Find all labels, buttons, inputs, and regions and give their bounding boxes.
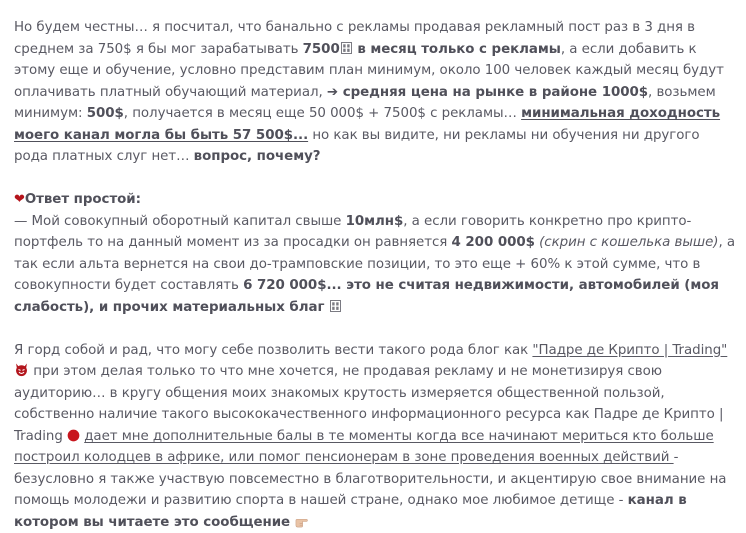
paragraph-simple-answer	[14, 189, 736, 318]
italic-screenshot-note: (скрин с кошелька выше)	[539, 235, 718, 250]
text-segment: Но будем честны… я посчитал, что банально с рекламы продавая рекламный пост раз в 3 дня в среднем за 750$ я бы мог зарабатывать	[14, 20, 695, 57]
missing-glyph-icon	[341, 42, 352, 54]
text-segment: , возьмем минимум:	[14, 85, 716, 122]
bold-market-price: средняя цена на рынке в районе 1000$	[338, 85, 648, 100]
red-circle-icon	[67, 429, 80, 442]
link-channel-name[interactable]: "Падре де Крипто | Trading"	[532, 343, 727, 358]
text-segment: , а если говорить конкретно про крипто-портфель то на данный момент из за просадки он равняется	[14, 214, 691, 251]
link-extra-points[interactable]: дает мне дополнительные балы в те моменты когда все начинают мериться кто больше построил колодцев в африке, или помог пенсионерам в зоне проведения военных действий	[14, 429, 714, 466]
bold-minimum-price: 500$	[87, 106, 124, 121]
text-segment: , получается в месяц еще 50 000$ + 7500$ с рекламы…	[124, 106, 521, 121]
pointing-hand-icon	[294, 515, 309, 528]
bold-total-value: 6 720 000$... это не считая недвижимости, автомобилей (моя слабость), и прочих материальных благ	[14, 278, 719, 315]
arrow-right-icon: ➔	[327, 85, 338, 100]
text-segment: при этом делая только то что мне хочется, не продавая рекламу и не монетизируя свою аудиторию… в кругу общения моих знакомых крутость измеряется общественной пользой, собственно наличие такого высококачественного информационного ресурса как Падре де Крипто | Trading	[14, 364, 723, 444]
missing-glyph-icon	[330, 300, 341, 312]
text-segment: Я горд собой и рад, что могу себе позволить вести такого рода блог как	[14, 343, 532, 358]
bold-portfolio-amount: 4 200 000$	[452, 235, 535, 250]
smiling-devil-icon	[14, 362, 29, 377]
paragraph-income-calc	[14, 17, 736, 168]
bold-question-why: вопрос, почему?	[194, 149, 321, 164]
section-heading-simple-answer: Ответ простой:	[25, 192, 141, 207]
text-segment: но как вы видите, ни рекламы ни обучения ни другого рода платных слуг нет…	[14, 128, 700, 165]
bold-monthly-ads-amount: 7500	[303, 42, 340, 57]
red-heart-icon: ❤	[14, 192, 25, 207]
text-segment: , а если добавить к этому еще и обучение, условно представим план минимум, около 100 человек каждый месяц будут оплачивать платный обучающий материал,	[14, 42, 724, 100]
bold-beloved-channel: канал в котором вы читаете это сообщение	[14, 493, 687, 530]
text-segment: - безусловно я также участвую повсеместно в благотворительности, и акцентирую свое внимание на помощь молодежи и развитию спорта в нашей стране, однако мое любимое детище -	[14, 450, 726, 508]
bold-capital-amount: 10млн$	[346, 214, 404, 229]
link-min-channel-income[interactable]: минимальная доходность моего канал могла бы быть 57 500$...	[14, 106, 720, 143]
bold-only-from-ads: в месяц только с рекламы	[353, 42, 561, 57]
text-segment: — Мой совокупный оборотный капитал свыше	[14, 214, 346, 229]
text-segment: , а так если альта вернется на свои до-трамповские позиции, то это еще + 60% к этой сумме, что в совокупности будет составлять	[14, 235, 735, 293]
paragraph-blog-pride	[14, 340, 736, 533]
